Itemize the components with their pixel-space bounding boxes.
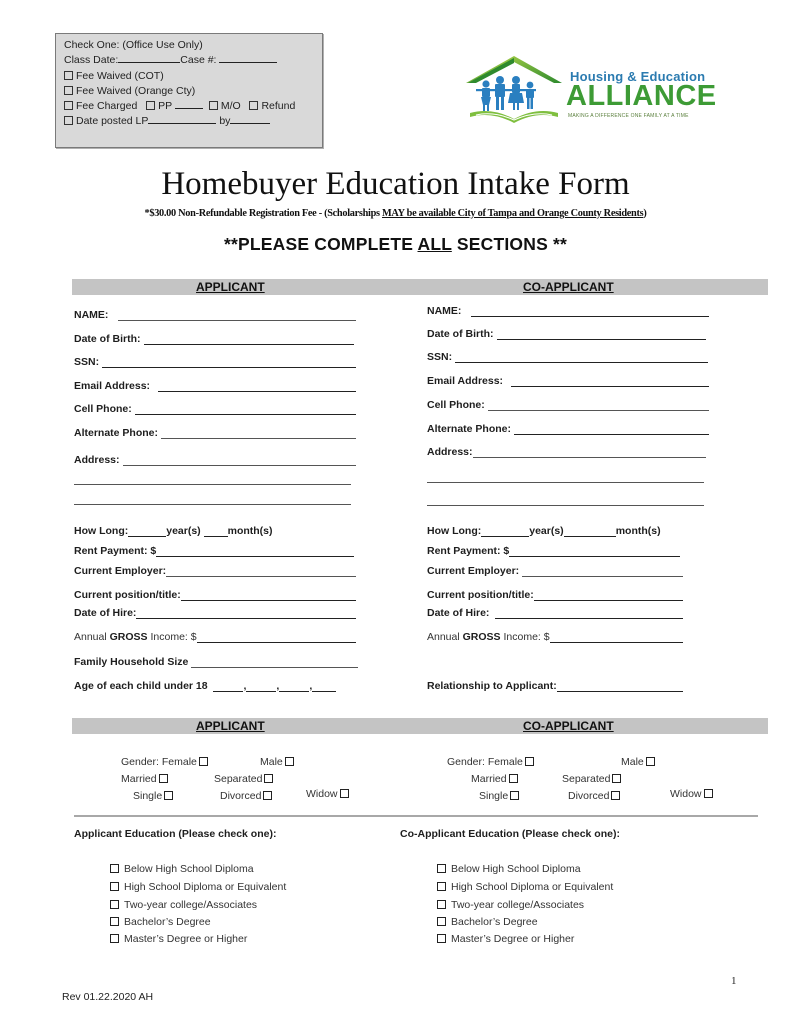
applicant-income-field[interactable] — [74, 631, 356, 643]
label: Date of Birth: — [74, 333, 141, 345]
label: Email Address: — [74, 380, 151, 392]
input-line[interactable] — [102, 357, 356, 368]
years-label: year(s) — [166, 525, 201, 537]
class-date-field[interactable] — [118, 53, 180, 63]
applicant-edu-option[interactable] — [110, 863, 254, 875]
applicant-how-long-field[interactable] — [74, 525, 273, 537]
fee-waived-orange-checkbox[interactable] — [64, 86, 73, 95]
input-line[interactable] — [471, 306, 709, 317]
months-label: month(s) — [615, 525, 661, 537]
label: SSN: — [427, 351, 453, 363]
checkbox[interactable] — [437, 864, 446, 873]
label: SSN: — [74, 356, 100, 368]
input-line[interactable] — [197, 632, 356, 643]
co-applicant-name-field[interactable] — [427, 305, 709, 317]
applicant-rent-field[interactable] — [74, 545, 354, 557]
co-applicant-position-field[interactable] — [427, 589, 683, 601]
label: Divorced — [568, 790, 610, 802]
label-bold: GROSS — [462, 631, 501, 643]
input-line[interactable] — [511, 376, 709, 387]
input-line[interactable] — [156, 546, 354, 557]
logo-line1: Housing & Education — [570, 69, 706, 84]
label: Separated — [562, 773, 611, 785]
co-applicant-divorced[interactable] — [568, 790, 620, 802]
months-input[interactable] — [204, 527, 228, 537]
input-line[interactable] — [158, 381, 356, 392]
child-age-1[interactable] — [213, 682, 243, 692]
label-prefix: Annual — [74, 631, 110, 643]
label-suffix: Income: $ — [500, 631, 550, 643]
alliance-logo — [462, 53, 732, 128]
applicant-address-line-3[interactable] — [74, 504, 351, 505]
child-age-3[interactable] — [279, 682, 309, 692]
applicant-position-field[interactable] — [74, 589, 356, 601]
label: Date of Birth: — [427, 328, 494, 340]
label: Two-year college/Associates — [124, 899, 258, 911]
case-number-label: Case #: — [180, 54, 217, 67]
logo-line2: ALLIANCE — [566, 80, 717, 112]
label: High School Diploma or Equivalent — [451, 881, 614, 893]
label-bold: GROSS — [109, 631, 148, 643]
date-posted-checkbox[interactable] — [64, 116, 73, 125]
checkbox[interactable] — [110, 882, 119, 891]
label: Bachelor’s Degree — [124, 916, 211, 928]
checkbox[interactable] — [510, 791, 519, 800]
input-line[interactable] — [473, 447, 706, 458]
fee-notice-suffix: ) — [643, 208, 647, 219]
fee-charged-checkbox[interactable] — [64, 101, 73, 110]
label: Bachelor’s Degree — [451, 916, 538, 928]
checkbox[interactable] — [612, 774, 621, 783]
co-applicant-edu-option[interactable] — [437, 899, 584, 911]
input-line[interactable] — [550, 632, 683, 643]
logo-tagline: MAKING A DIFFERENCE ONE FAMILY AT A TIME — [568, 113, 689, 119]
checkbox[interactable] — [199, 757, 208, 766]
label: NAME: — [74, 309, 109, 321]
pp-checkbox[interactable] — [146, 101, 155, 110]
applicant-divorced[interactable] — [220, 790, 272, 802]
co-applicant-edu-option[interactable] — [437, 933, 574, 945]
applicant-edu-option[interactable] — [110, 899, 257, 911]
co-applicant-section-heading: CO-APPLICANT — [523, 280, 614, 294]
label: Divorced — [220, 790, 262, 802]
label: Gender: Female — [447, 756, 523, 768]
page-number: 1 — [731, 975, 737, 987]
input-line[interactable] — [161, 428, 356, 439]
checkbox[interactable] — [285, 757, 294, 766]
applicant-address-field[interactable] — [74, 454, 356, 466]
co-applicant-married[interactable] — [471, 773, 518, 785]
input-line[interactable] — [181, 590, 356, 601]
pp-label: PP — [158, 100, 173, 113]
label: Alternate Phone: — [74, 427, 159, 439]
co-applicant-gender-male[interactable] — [621, 756, 655, 768]
co-applicant-widow[interactable] — [670, 788, 713, 800]
input-line[interactable] — [144, 334, 355, 345]
input-line[interactable] — [488, 400, 709, 411]
refund-label: Refund — [261, 100, 296, 113]
applicant-address-line-2[interactable] — [74, 484, 351, 485]
label: Alternate Phone: — [427, 423, 512, 435]
co-applicant-income-field[interactable] — [427, 631, 683, 643]
revision-note: Rev 01.22.2020 AH — [62, 991, 154, 1003]
complete-suffix: SECTIONS ** — [451, 234, 568, 254]
co-applicant-dob-field[interactable] — [427, 328, 706, 340]
months-label: month(s) — [227, 525, 273, 537]
label: Widow — [670, 788, 702, 800]
label: Married — [471, 773, 507, 785]
checkbox[interactable] — [263, 791, 272, 800]
years-input[interactable] — [481, 527, 529, 537]
fee-waived-orange-label: Fee Waived (Orange Cty) — [76, 84, 196, 97]
label: Widow — [306, 788, 338, 800]
section-divider — [74, 815, 758, 817]
label: Master’s Degree or Higher — [451, 933, 575, 945]
applicant-status-heading: APPLICANT — [196, 719, 265, 733]
years-label: year(s) — [529, 525, 564, 537]
complete-underlined: ALL — [417, 234, 452, 254]
label — [74, 631, 197, 643]
label: Date of Hire: — [74, 607, 137, 619]
input-line[interactable] — [534, 590, 683, 601]
label: Rent Payment: $ — [427, 545, 510, 557]
applicant-ssn-field[interactable] — [74, 356, 356, 368]
checkbox[interactable] — [646, 757, 655, 766]
years-input[interactable] — [128, 527, 166, 537]
office-use-heading: Check One: (Office Use Only) — [64, 39, 203, 51]
complete-all-notice — [0, 234, 791, 255]
applicant-hire-date-field[interactable] — [74, 607, 356, 619]
input-line[interactable] — [522, 566, 683, 577]
label: Current Employer: — [427, 565, 520, 577]
co-applicant-single[interactable] — [479, 790, 519, 802]
label: Below High School Diploma — [124, 863, 254, 875]
checkbox[interactable] — [110, 900, 119, 909]
input-line[interactable] — [118, 310, 356, 321]
applicant-edu-option[interactable] — [110, 881, 286, 893]
input-line[interactable] — [509, 546, 680, 557]
label-prefix: Annual — [427, 631, 463, 643]
checkbox[interactable] — [437, 882, 446, 891]
checkbox[interactable] — [110, 934, 119, 943]
applicant-cell-field[interactable] — [74, 403, 356, 415]
office-use-box — [55, 33, 323, 148]
label: Address: — [74, 454, 120, 466]
mo-checkbox[interactable] — [209, 101, 218, 110]
label: Below High School Diploma — [451, 863, 581, 875]
label: How Long: — [74, 525, 129, 537]
applicant-email-field[interactable] — [74, 380, 356, 392]
co-applicant-status-heading: CO-APPLICANT — [523, 719, 614, 733]
mo-label: M/O — [220, 100, 241, 113]
label: Two-year college/Associates — [451, 899, 585, 911]
co-applicant-how-long-field[interactable] — [427, 525, 661, 537]
checkbox[interactable] — [164, 791, 173, 800]
case-number-field[interactable] — [219, 53, 277, 63]
applicant-section-heading: APPLICANT — [196, 280, 265, 294]
applicant-widow[interactable] — [306, 788, 349, 800]
date-posted-field[interactable] — [148, 114, 216, 124]
co-applicant-hire-date-field[interactable] — [427, 607, 683, 619]
label: Cell Phone: — [427, 399, 485, 411]
label: Single — [133, 790, 163, 802]
applicant-children-ages-field[interactable]: Age of each child under 18 , , , — [74, 680, 336, 692]
label: Address: — [427, 446, 473, 458]
family-house-book-icon — [462, 53, 567, 133]
input-line[interactable] — [166, 566, 356, 577]
co-applicant-rent-field[interactable] — [427, 545, 680, 557]
label: Single — [479, 790, 509, 802]
label: Current position/title: — [74, 589, 181, 601]
applicant-alt-phone-field[interactable] — [74, 427, 356, 439]
input-line[interactable] — [136, 608, 356, 619]
label: Relationship to Applicant: — [427, 680, 557, 692]
pp-field[interactable] — [175, 99, 203, 109]
complete-prefix: **PLEASE COMPLETE — [223, 234, 418, 254]
label: Age of each child under 18 — [74, 680, 208, 692]
fee-notice-underlined: MAY be available City of Tampa and Orange County Residents — [382, 208, 644, 219]
applicant-single[interactable] — [133, 790, 173, 802]
co-applicant-cell-field[interactable] — [427, 399, 709, 411]
section-header-band-2 — [72, 718, 768, 734]
applicant-edu-option[interactable] — [110, 916, 211, 928]
label: Current Employer: — [74, 565, 167, 577]
input-line[interactable] — [455, 352, 708, 363]
co-applicant-email-field[interactable] — [427, 375, 709, 387]
label: Family Household Size — [74, 656, 189, 668]
checkbox[interactable] — [110, 864, 119, 873]
applicant-education-title: Applicant Education (Please check one): — [74, 828, 277, 840]
applicant-dob-field[interactable] — [74, 333, 354, 345]
checkbox[interactable] — [611, 791, 620, 800]
label: High School Diploma or Equivalent — [124, 881, 287, 893]
input-line[interactable] — [135, 404, 356, 415]
refund-checkbox[interactable] — [249, 101, 258, 110]
input-line[interactable] — [191, 657, 358, 668]
checkbox[interactable] — [159, 774, 168, 783]
input-line[interactable] — [497, 329, 707, 340]
applicant-gender-male[interactable] — [260, 756, 294, 768]
checkbox[interactable] — [437, 900, 446, 909]
fee-waived-cot-checkbox[interactable] — [64, 71, 73, 80]
class-date-row — [64, 53, 314, 68]
checkbox[interactable] — [264, 774, 273, 783]
label: NAME: — [427, 305, 462, 317]
co-applicant-address-line-2[interactable] — [427, 482, 704, 483]
co-applicant-relationship-field[interactable] — [427, 680, 683, 692]
label: Email Address: — [427, 375, 504, 387]
applicant-household-field[interactable] — [74, 656, 358, 668]
by-field[interactable] — [230, 114, 270, 124]
checkbox[interactable] — [525, 757, 534, 766]
label: How Long: — [427, 525, 482, 537]
label: Male — [621, 756, 644, 768]
co-applicant-edu-option[interactable] — [437, 881, 613, 893]
label: Rent Payment: $ — [74, 545, 157, 557]
co-applicant-alt-phone-field[interactable] — [427, 423, 709, 435]
checkbox[interactable] — [704, 789, 713, 798]
checkbox[interactable] — [509, 774, 518, 783]
applicant-married[interactable] — [121, 773, 168, 785]
label: Current position/title: — [427, 589, 534, 601]
label: Gender: Female — [121, 756, 197, 768]
applicant-gender-female[interactable] — [121, 756, 208, 768]
applicant-edu-option[interactable] — [110, 933, 247, 945]
co-applicant-edu-option[interactable] — [437, 863, 581, 875]
months-input[interactable] — [564, 527, 616, 537]
applicant-name-field[interactable] — [74, 309, 356, 321]
label: Married — [121, 773, 157, 785]
fee-waived-cot-label: Fee Waived (COT) — [76, 69, 164, 82]
co-applicant-edu-option[interactable] — [437, 916, 538, 928]
checkbox[interactable] — [110, 917, 119, 926]
fee-notice-prefix: *$30.00 Non-Refundable Registration Fee - (Scholarships — [144, 208, 382, 219]
co-applicant-separated[interactable] — [562, 773, 621, 785]
page-title: Homebuyer Education Intake Form — [161, 166, 630, 202]
label: Separated — [214, 773, 263, 785]
label-suffix: Income: $ — [147, 631, 197, 643]
co-applicant-employer-field[interactable] — [427, 565, 683, 577]
applicant-separated[interactable] — [214, 773, 273, 785]
checkbox[interactable] — [437, 934, 446, 943]
checkbox[interactable] — [437, 917, 446, 926]
input-line[interactable] — [514, 424, 709, 435]
class-date-label: Class Date: — [64, 54, 119, 67]
co-applicant-ssn-field[interactable] — [427, 351, 708, 363]
label — [427, 631, 550, 643]
label: Male — [260, 756, 283, 768]
label: Master’s Degree or Higher — [124, 933, 248, 945]
label: Cell Phone: — [74, 403, 132, 415]
date-posted-label: Date posted LP — [76, 115, 149, 128]
by-label: by — [219, 115, 231, 128]
co-applicant-education-title: Co-Applicant Education (Please check one): — [400, 828, 620, 840]
input-line[interactable] — [557, 681, 683, 692]
input-line[interactable] — [123, 455, 356, 466]
co-applicant-gender-female[interactable] — [447, 756, 534, 768]
fee-charged-label: Fee Charged — [76, 100, 138, 113]
section-header-band-1 — [72, 279, 768, 295]
co-applicant-address-field[interactable] — [427, 446, 706, 458]
child-age-2[interactable] — [246, 682, 276, 692]
child-age-4[interactable] — [312, 682, 336, 692]
fee-notice — [0, 208, 791, 219]
applicant-employer-field[interactable] — [74, 565, 356, 577]
input-line[interactable] — [495, 608, 683, 619]
checkbox[interactable] — [340, 789, 349, 798]
label: Date of Hire: — [427, 607, 490, 619]
co-applicant-address-line-3[interactable] — [427, 505, 704, 506]
